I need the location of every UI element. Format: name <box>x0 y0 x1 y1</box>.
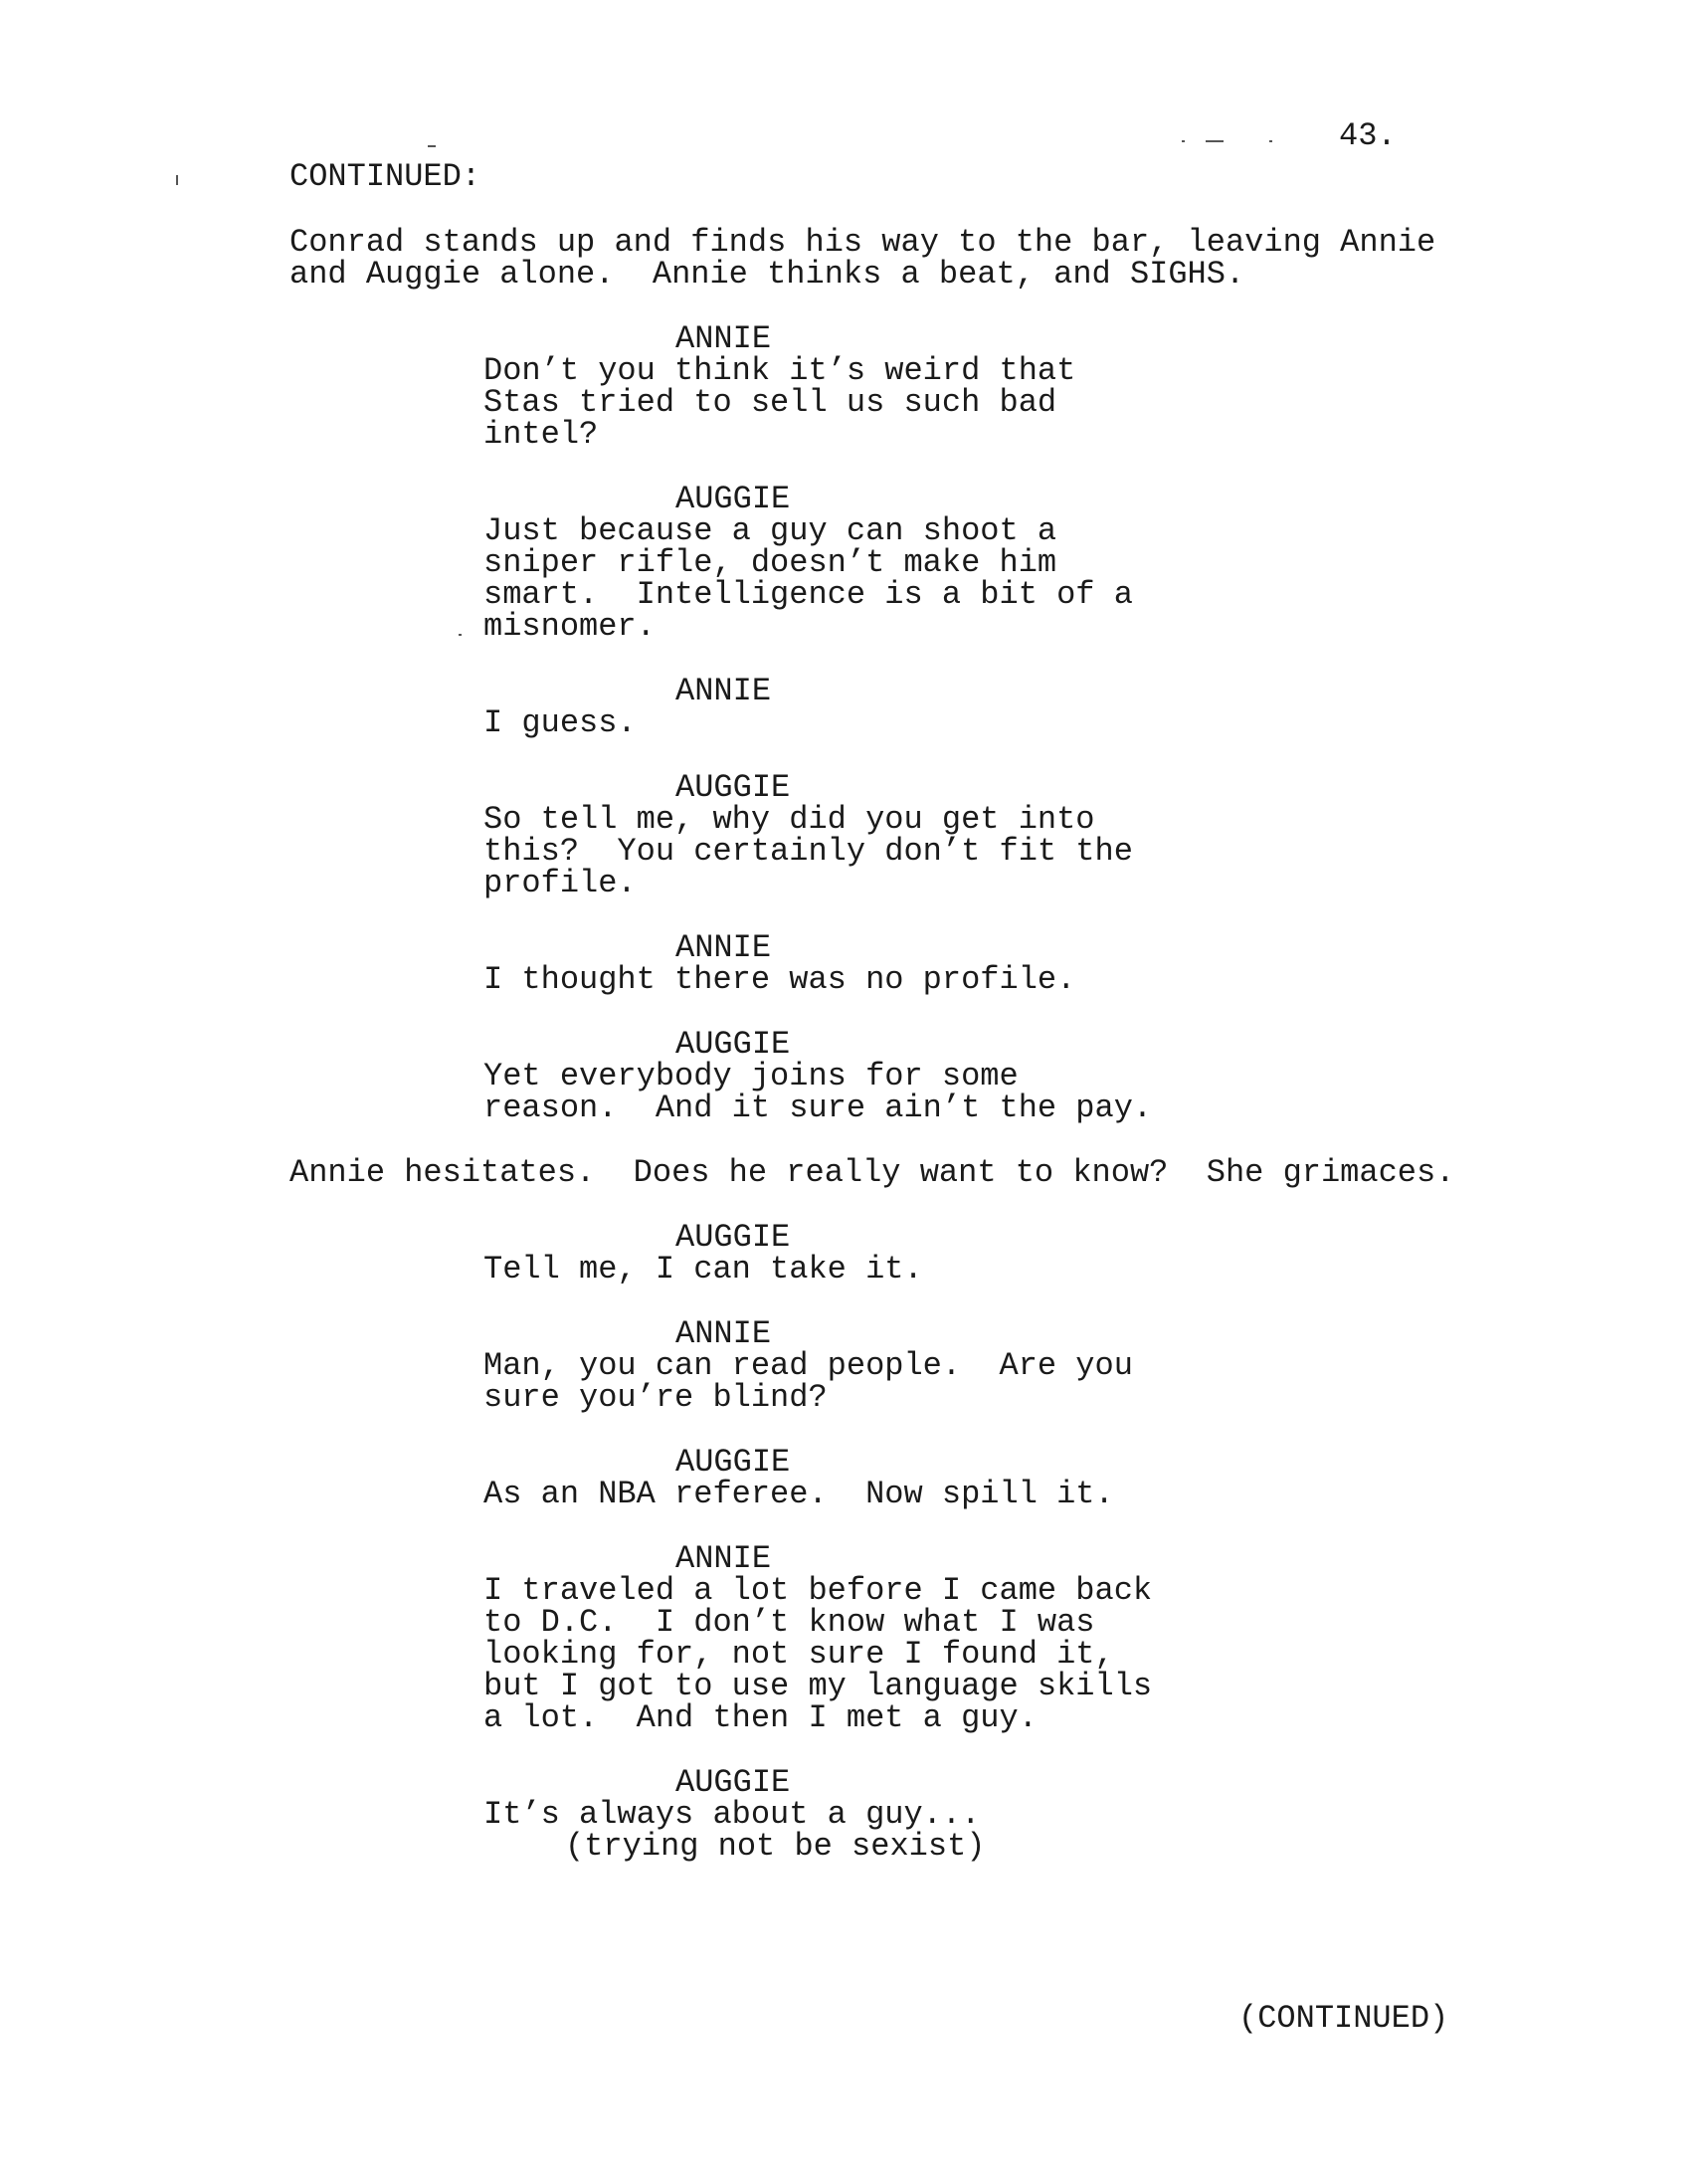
character-name: ANNIE <box>675 673 772 709</box>
dialogue-line: Yet everybody joins for some <box>483 1058 1019 1094</box>
action-line: and Auggie alone. Annie thinks a beat, and SIGHS. <box>289 256 1245 293</box>
dialogue-line: I traveled a lot before I came back <box>483 1572 1153 1609</box>
dialogue-line: a lot. And then I met a guy. <box>483 1699 1038 1736</box>
character-name: ANNIE <box>675 929 772 966</box>
page-number: 43. <box>1339 117 1397 154</box>
character-name: ANNIE <box>675 320 772 357</box>
scan-mark <box>428 145 436 147</box>
dialogue-line: reason. And it sure ain’t the pay. <box>483 1090 1153 1126</box>
dialogue-line: intel? <box>483 416 599 453</box>
action-line: Conrad stands up and finds his way to the bar, leaving Annie <box>289 224 1436 261</box>
continued-header: CONTINUED: <box>289 158 481 195</box>
scan-mark <box>1182 140 1185 142</box>
dialogue-line: Man, you can read people. Are you <box>483 1347 1133 1384</box>
character-name: AUGGIE <box>675 1444 791 1481</box>
dialogue-line: Just because a guy can shoot a <box>483 512 1057 549</box>
dialogue-line: this? You certainly don’t fit the <box>483 833 1133 870</box>
character-name: AUGGIE <box>675 1219 791 1256</box>
scan-mark <box>459 634 462 636</box>
dialogue-line: It’s always about a guy... <box>483 1796 981 1833</box>
character-name: ANNIE <box>675 1315 772 1352</box>
dialogue-line: profile. <box>483 865 637 901</box>
dialogue-line: looking for, not sure I found it, <box>483 1636 1114 1673</box>
dialogue-line: misnomer. <box>483 608 656 645</box>
dialogue-line: I thought there was no profile. <box>483 961 1076 998</box>
dialogue-line: Don’t you think it’s weird that <box>483 352 1076 389</box>
dialogue-line: sure you’re blind? <box>483 1379 828 1416</box>
dialogue-line: sniper rifle, doesn’t make him <box>483 544 1057 581</box>
character-name: ANNIE <box>675 1540 772 1577</box>
action-line: Annie hesitates. Does he really want to know? She grimaces. <box>289 1154 1455 1191</box>
dialogue-line: but I got to use my language skills <box>483 1668 1153 1704</box>
character-name: AUGGIE <box>675 1764 791 1801</box>
scan-mark <box>176 175 178 185</box>
character-name: AUGGIE <box>675 1026 791 1063</box>
dialogue-line: to D.C. I don’t know what I was <box>483 1604 1095 1641</box>
parenthetical: (trying not be sexist) <box>565 1828 986 1865</box>
continued-footer: (CONTINUED) <box>1238 2000 1449 2037</box>
scan-mark <box>1269 140 1272 142</box>
character-name: AUGGIE <box>675 769 791 806</box>
scan-mark <box>1206 140 1224 142</box>
dialogue-line: Stas tried to sell us such bad <box>483 384 1057 421</box>
dialogue-line: smart. Intelligence is a bit of a <box>483 576 1133 613</box>
dialogue-line: As an NBA referee. Now spill it. <box>483 1476 1114 1512</box>
character-name: AUGGIE <box>675 481 791 517</box>
dialogue-line: Tell me, I can take it. <box>483 1251 923 1288</box>
dialogue-line: So tell me, why did you get into <box>483 801 1095 838</box>
dialogue-line: I guess. <box>483 704 637 741</box>
